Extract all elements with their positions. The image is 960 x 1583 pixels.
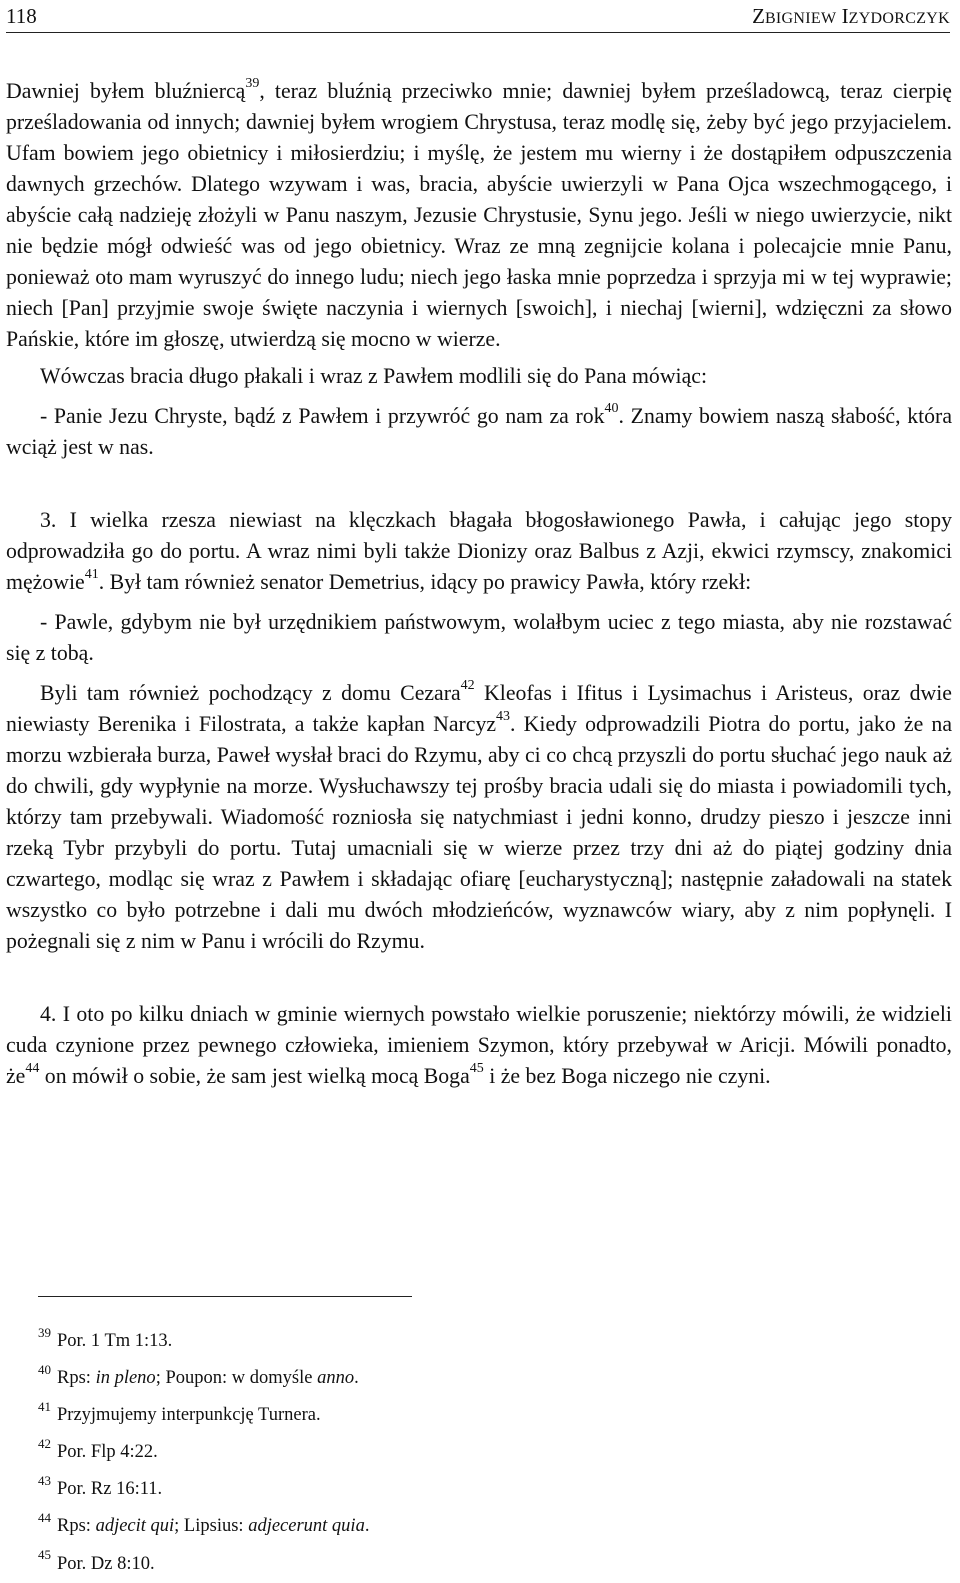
footnote-40 xyxy=(38,1360,938,1397)
footnotes xyxy=(38,1323,938,1583)
author-first-rest: BIGNIEW xyxy=(764,10,837,27)
paragraph-text: - Panie Jezu Chryste, bądź z Pawłem i przywróć go nam za rok xyxy=(40,404,605,428)
footnote-text: Przyjmujemy interpunkcję Turnera. xyxy=(57,1405,321,1426)
footnote-text: Por. 1 Tm 1:13. xyxy=(57,1331,173,1351)
footnote-number: 40 xyxy=(38,1361,51,1377)
footnote-text: Por. Flp 4:22. xyxy=(57,1442,158,1463)
footnote-ref-45: 45 xyxy=(469,1060,484,1076)
footnote-ref-43: 43 xyxy=(496,708,511,724)
main-text xyxy=(6,76,952,1092)
footnote-ref-39: 39 xyxy=(245,75,260,91)
footnote-text: Rps: xyxy=(57,1516,96,1537)
paragraph-section-4 xyxy=(6,999,952,1092)
paragraph-2: Wówczas bracia długo płakali i wraz z Pawłem modlili się do Pana mówiąc: xyxy=(40,364,708,388)
footnote-text: adjecerunt quia xyxy=(248,1516,365,1537)
footnote-text: Por. Dz 8:10. xyxy=(57,1553,155,1574)
footnote-number: 42 xyxy=(38,1436,51,1452)
paragraph-text: , teraz bluźnią przeciwko mnie; dawniej byłem prześladowcą, teraz cierpię prześladowania od innych; dawniej byłem wrogiem Chrystusa, teraz modlę się, żeby być jego przyjacielem. Ufam bowiem jego obietnicy i miłosierdziu; i myślę, że jestem mu wierny i że dostąpiłem odpuszczenia dawnych grzechów. Dlatego wzywam i was, bracia, abyście uwierzyli w Pana Ojca wszechmogącego, i abyście całą nadzieję złożyli w Panu naszym, Jezusie Chrystusie, Synu jego. Jeśli w niego uwierzycie, nikt nie będzie mógł odwieść was od jego obietnicy. Wraz ze mną zegnijcie kolana i polecajcie mnie Panu, ponieważ oto mam wyruszyć do innego ludu; niech jego łaska mnie poprzedza i sprzyja mi w tej wyprawie; niech [Pan] przyjmie swoje święte naczynia i wiernych [swoich], i niechaj [wierni], wdzięczni za słowo Pańskie, które im głoszę, utwierdzą się mocno w wierze. xyxy=(6,79,952,351)
paragraph-text: . Był tam również senator Demetrius, idący po prawicy Pawła, który rzekł: xyxy=(98,570,752,594)
footnote-text: ; Poupon: w domyśle xyxy=(155,1368,318,1389)
footnote-45 xyxy=(38,1546,938,1583)
running-header xyxy=(6,2,950,33)
paragraph-port xyxy=(6,678,952,957)
footnote-number: 41 xyxy=(38,1399,51,1415)
paragraph-3 xyxy=(6,401,952,463)
footnote-ref-41: 41 xyxy=(84,566,99,582)
footnote-text: . xyxy=(354,1368,359,1389)
footnote-number: 44 xyxy=(38,1510,51,1526)
author-initial-last: I xyxy=(841,4,849,28)
footnote-number: 45 xyxy=(38,1547,51,1563)
footnote-ref-42: 42 xyxy=(460,677,475,693)
footnote-text: anno xyxy=(317,1368,355,1389)
footnote-ref-40: 40 xyxy=(604,400,619,416)
footnote-number: 39 xyxy=(38,1324,51,1340)
footnote-text: adjecit qui xyxy=(95,1516,175,1537)
footnote-text: Rps: xyxy=(57,1368,96,1389)
paragraph-text: on mówił o sobie, że sam jest wielką mocą Boga xyxy=(39,1064,470,1088)
paragraph-text: Dawniej byłem bluźniercą xyxy=(6,79,246,103)
footnote-ref-44: 44 xyxy=(25,1060,40,1076)
footnote-number: 43 xyxy=(38,1473,51,1489)
paragraph-text: . Kiedy odprowadzili Piotra do portu, jako że na morzu wzbierała burza, Paweł wysłał braci do Rzymu, aby ci co chcą przyszli do portu słuchać jego nauk aż do chwili, gdy wypłynie na morze. Wysłuchawszy tej prośby bracia udali się do miasta i powiadomili tych, którzy tam przebywali. Wiadomość rozniosła się natychmiast i jedni konno, drudzy pieszo i jeszcze inni rzeką Tybr przybyli do portu. Tutaj umacniali się w wierze przez trzy dni aż do piątej godziny dnia czwartego, modląc się wraz z Pawłem i składając ofiarę [eucharystyczną]; następnie załadowali na statek wszystko co było potrzebne i dali mu dwóch młodzieńców, wyznawców wiary, aby z nim popłynęli. I pożegnali się z nim w Panu i wrócili do Rzymu. xyxy=(6,712,953,953)
footnote-41 xyxy=(38,1397,938,1434)
page-number: 118 xyxy=(6,4,37,28)
footnote-43 xyxy=(38,1471,938,1508)
paragraph-text: . Znamy bowiem naszą słabość, która wciąż jest w nas. xyxy=(6,404,952,459)
paragraph-section-3 xyxy=(6,505,952,598)
paragraph-1 xyxy=(6,76,952,355)
paragraph-text: i że bez Boga niczego nie czyni. xyxy=(483,1064,771,1088)
paragraph-text: Byli tam również pochodzący z domu Cezara xyxy=(40,681,461,705)
footnote-39 xyxy=(38,1323,938,1360)
paragraph-text: 3. I wielka rzesza niewiast na klęczkach błagała błogosławionego Pawła, i całując jego stopy odprowadziła go do portu. A wraz nimi byli także Dionizy oraz Balbus z Azji, ekwici rzymscy, znakomici mężowie xyxy=(6,508,952,594)
footnote-text: in pleno xyxy=(95,1368,156,1389)
author-initial-first: Z xyxy=(752,4,765,28)
paragraph-text: 4. I oto po kilku dniach w gminie wiernych powstało wielkie poruszenie; niektórzy mówili, że widzieli cuda czynione przez pewnego człowieka, imieniem Szymon, który przebywał w Aricji. Mówili ponadto, że xyxy=(6,1002,952,1088)
footnote-text: . xyxy=(364,1516,370,1537)
running-head-author xyxy=(752,4,950,29)
footnote-separator xyxy=(38,1296,412,1297)
footnote-text: Por. Rz 16:11. xyxy=(57,1479,163,1500)
footnote-text: ; Lipsius: xyxy=(174,1516,249,1537)
paragraph-text: Kleofas i Ifitus i Lysimachus i Aristeus, oraz dwie niewiasty Berenika i Filostrata, a także kapłan Narcyz xyxy=(6,681,952,736)
paragraph-demetrius-speech: - Pawle, gdybym nie był urzędnikiem państwowym, wolałbym uciec z tego miasta, aby nie rozstawać się z tobą. xyxy=(6,610,952,665)
footnote-44 xyxy=(38,1508,938,1545)
footnote-42 xyxy=(38,1434,938,1471)
author-last-rest: ZYDORCZYK xyxy=(848,10,950,27)
